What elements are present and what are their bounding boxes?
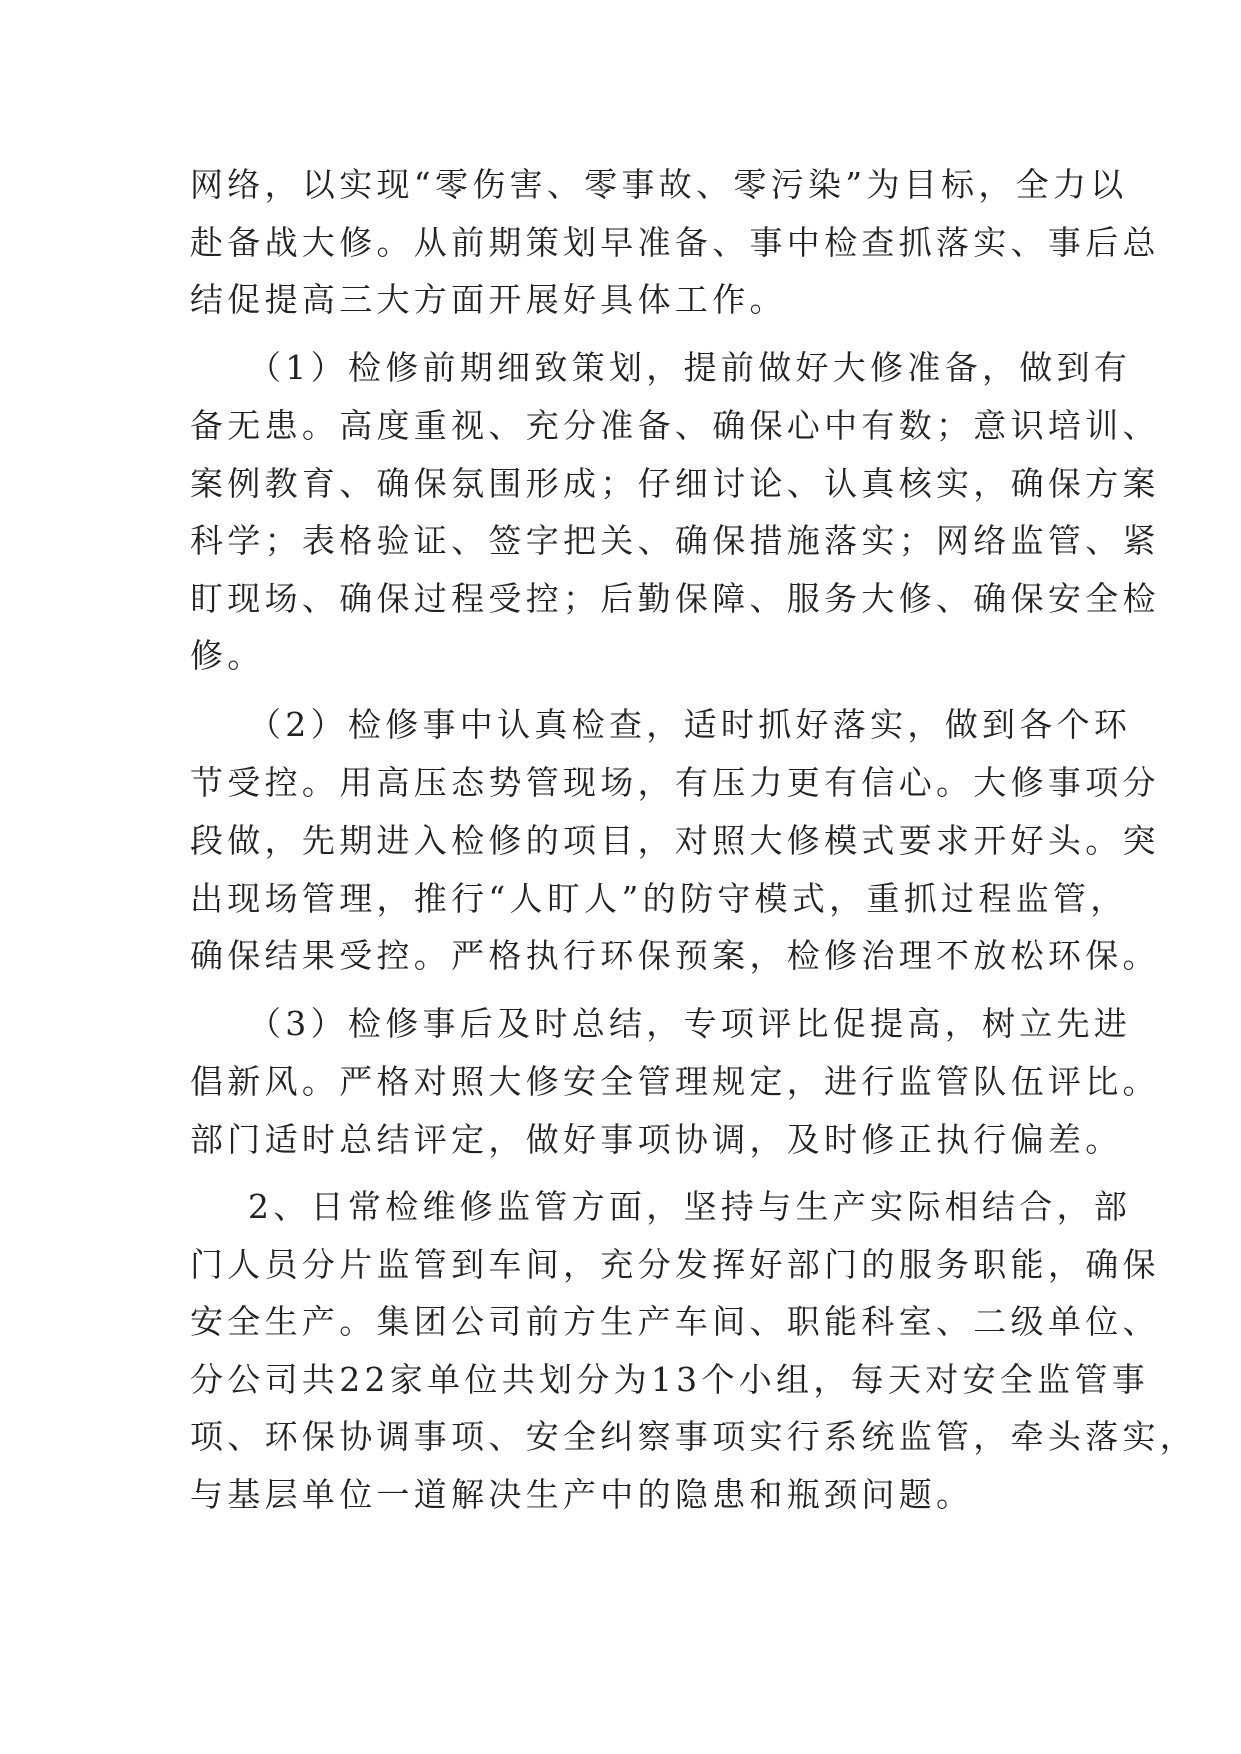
text-line: （2）检修事中认真检查，适时抓好落实，做到各个环 (248, 705, 1132, 744)
text-line: 结促提高三大方面开展好具体工作。 (190, 280, 787, 319)
text-line: 案例教育、确保氛围形成；仔细讨论、认真核实，确保方案 (190, 464, 1160, 503)
text-line: 安全生产。集团公司前方生产车间、职能科室、二级单位、 (190, 1302, 1160, 1341)
text-line: 部门适时总结评定，做好事项协调，及时修正执行偏差。 (190, 1120, 1123, 1159)
text-line: （1）检修前期细致策划，提前做好大修准备，做到有 (248, 348, 1132, 387)
text-line: 项、环保协调事项、安全纠察事项实行系统监管，牵头落实， (190, 1417, 1198, 1456)
text-line: 赴备战大修。从前期策划早准备、事中检查抓落实、事后总 (190, 223, 1160, 262)
text-line: 确保结果受控。严格执行环保预案，检修治理不放松环保。 (190, 936, 1160, 975)
text-line: 2、日常检维修监管方面，坚持与生产实际相结合，部 (248, 1187, 1132, 1226)
text-line: 盯现场、确保过程受控；后勤保障、服务大修、确保安全检 (190, 579, 1160, 618)
text-line: 倡新风。严格对照大修安全管理规定，进行监管队伍评比。 (190, 1062, 1160, 1101)
text-line: 门人员分片监管到车间，充分发挥好部门的服务职能，确保 (190, 1245, 1160, 1284)
text-line: 段做，先期进入检修的项目，对照大修模式要求开好头。突 (190, 821, 1160, 860)
text-line: 与基层单位一道解决生产中的隐患和瓶颈问题。 (190, 1475, 974, 1514)
text-line: 分公司共22家单位共划分为13个小组，每天对安全监管事 (190, 1360, 1150, 1399)
text-line: 科学；表格验证、签字把关、确保措施落实；网络监管、紧 (190, 521, 1160, 560)
text-line: 节受控。用高压态势管现场，有压力更有信心。大修事项分 (190, 763, 1160, 802)
text-line: 网络，以实现“零伤害、零事故、零污染”为目标，全力以 (190, 165, 1128, 204)
text-line: 出现场管理，推行“人盯人”的防守模式，重抓过程监管， (190, 879, 1128, 918)
text-line: 备无患。高度重视、充分准备、确保心中有数；意识培训、 (190, 406, 1160, 445)
text-line: 修。 (190, 636, 265, 675)
text-line: （3）检修事后及时总结，专项评比促提高，树立先进 (248, 1004, 1132, 1043)
